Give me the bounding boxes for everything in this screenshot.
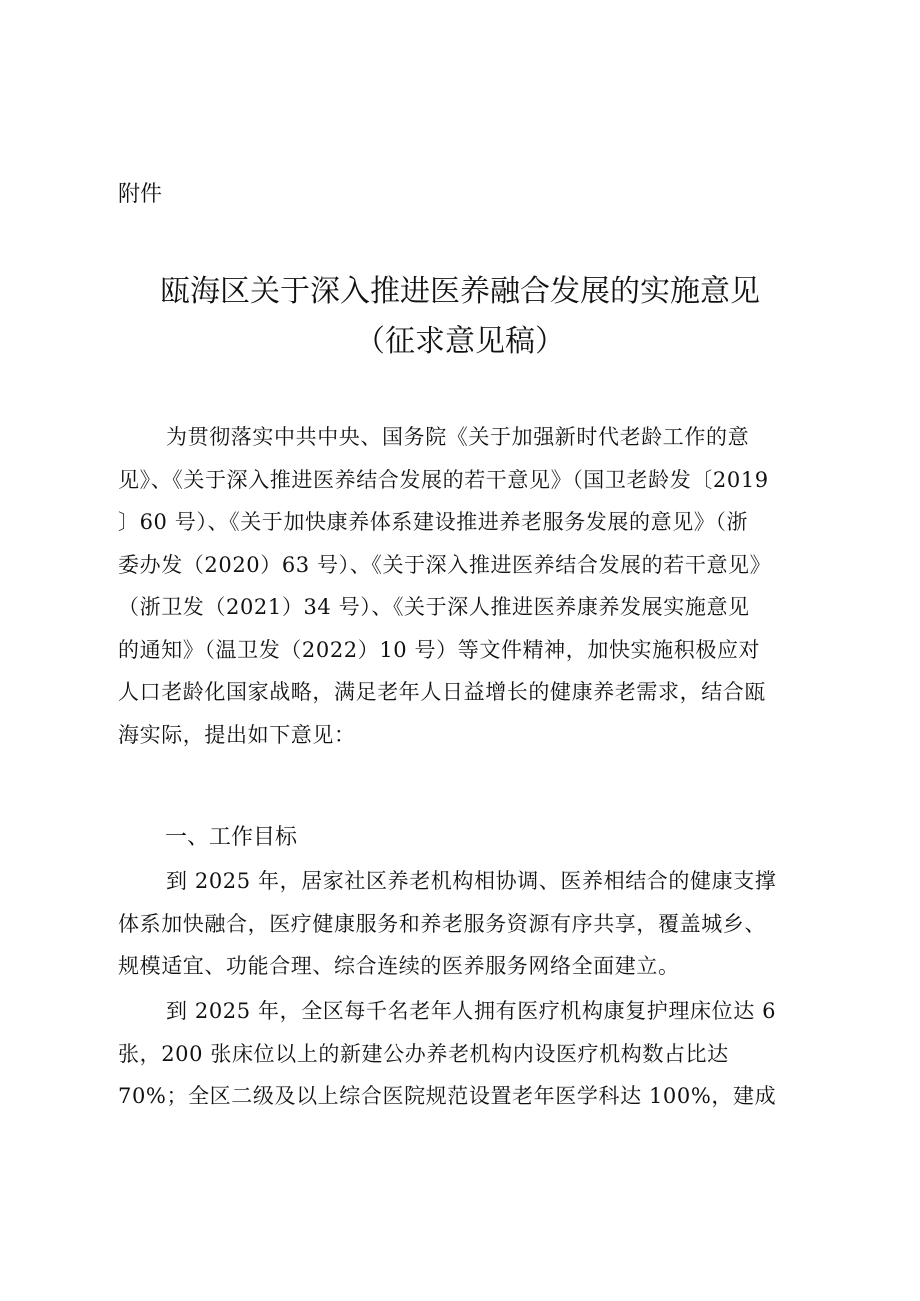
text-line: 到 2025 年，全区每千名老年人拥有医疗机构康复护理床位达 6 <box>166 999 777 1023</box>
attachment-label: 附件 <box>118 182 163 207</box>
document-subtitle: （征求意见稿） <box>355 324 565 359</box>
text-line: 委办发（2020）63 号）、《关于深入推进医养结合发展的若干意见》 <box>118 552 772 577</box>
text-line: 规模适宜、功能合理、综合连续的医养服务网络全面建立。 <box>118 954 680 978</box>
text-line: 到 2025 年，居家社区养老机构相协调、医养相结合的健康支撑 <box>166 869 777 893</box>
text-line: 70%；全区二级及以上综合医院规范设置老年医学科达 100%，建成 <box>118 1084 777 1108</box>
goal-paragraph-2 <box>118 990 816 1118</box>
text-line: 海实际，提出如下意见： <box>118 722 356 747</box>
intro-paragraph <box>118 416 816 756</box>
section-heading: 一、工作目标 <box>165 825 298 850</box>
text-line: 〕60 号）、《关于加快康养体系建设推进养老服务发展的意见》（浙 <box>118 510 749 534</box>
document-title: 瓯海区关于深入推进医养融合发展的实施意见 <box>160 274 760 309</box>
goal-paragraph-1 <box>118 860 816 988</box>
text-line: 体系加快融合，医疗健康服务和养老服务资源有序共享，覆盖城乡、 <box>118 911 766 936</box>
text-line: 为贯彻落实中共中央、国务院《关于加强新时代老龄工作的意 <box>166 425 750 449</box>
text-line: 人口老龄化国家战略，满足老年人日益增长的健康养老需求，结合瓯 <box>118 680 766 704</box>
text-line: （浙卫发（2021）34 号）、《关于深人推进医养康养发展实施意见 <box>118 595 750 619</box>
text-line: 见》、《关于深入推进医养结合发展的若干意见》（国卫老龄发〔2019 <box>118 467 769 492</box>
text-line: 张，200 张床位以上的新建公办养老机构内设医疗机构数占比达 <box>118 1041 729 1066</box>
text-line: 的通知》（温卫发（2022）10 号）等文件精神，加快实施积极应对 <box>118 637 761 662</box>
